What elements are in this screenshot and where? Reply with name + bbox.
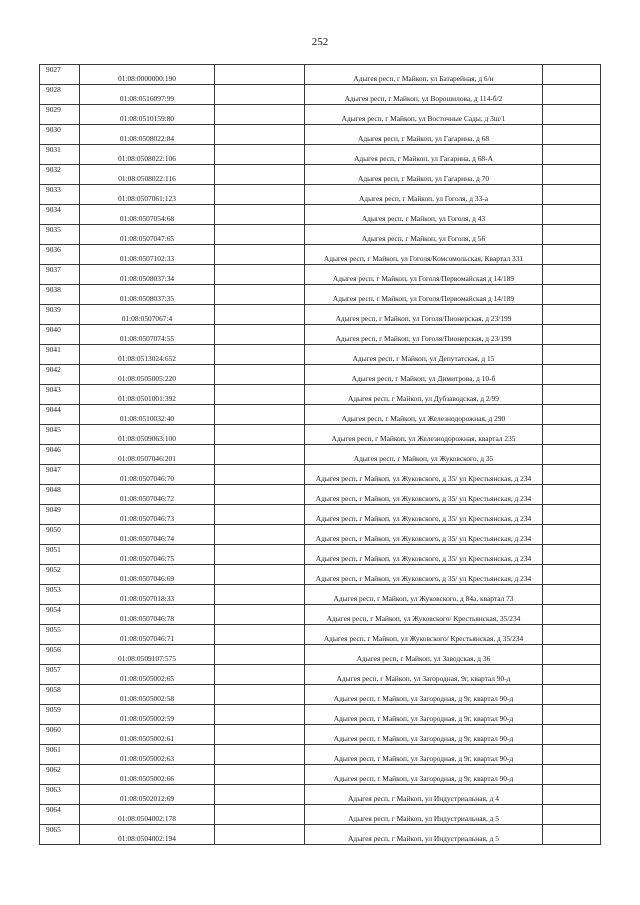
empty-cell <box>215 465 305 485</box>
cadastral-number-cell: 01:08:0501001:392 <box>80 385 215 405</box>
row-number-cell: 9042 <box>40 365 80 385</box>
cadastral-number-cell: 01:08:0507046:71 <box>80 625 215 645</box>
cadastral-number-cell: 01:08:0507047:65 <box>80 225 215 245</box>
cadastral-number-cell: 01:08:0508037:34 <box>80 265 215 285</box>
empty-cell <box>543 745 601 765</box>
cadastral-number-cell: 01:08:0507074:55 <box>80 325 215 345</box>
empty-cell <box>543 545 601 565</box>
empty-cell <box>215 305 305 325</box>
address-cell: Адыгея респ, г Майкоп, ул Железнодорожная, д 290 <box>305 405 543 425</box>
table-row <box>40 365 601 385</box>
row-number-cell: 9051 <box>40 545 80 565</box>
row-number-cell: 9062 <box>40 765 80 785</box>
cadastral-number-cell: 01:08:0504002:178 <box>80 805 215 825</box>
cadastral-number-cell: 01:08:0507054:68 <box>80 205 215 225</box>
table-row <box>40 525 601 545</box>
registry-body <box>40 65 601 845</box>
address-cell: Адыгея респ, г Майкоп, ул Индустриальная, д 4 <box>305 785 543 805</box>
empty-cell <box>543 165 601 185</box>
empty-cell <box>215 185 305 205</box>
empty-cell <box>215 425 305 445</box>
cadastral-number-cell: 01:08:0509063:100 <box>80 425 215 445</box>
cadastral-number-cell: 01:08:0516097:99 <box>80 85 215 105</box>
empty-cell <box>543 345 601 365</box>
cadastral-number-cell: 01:08:0507046:75 <box>80 545 215 565</box>
empty-cell <box>543 145 601 165</box>
address-cell: Адыгея респ, г Майкоп, ул Жуковского, д 35/ ул Крестьянская, д 234 <box>305 505 543 525</box>
empty-cell <box>543 485 601 505</box>
table-row <box>40 565 601 585</box>
empty-cell <box>543 365 601 385</box>
empty-cell <box>543 385 601 405</box>
empty-cell <box>215 805 305 825</box>
row-number-cell: 9049 <box>40 505 80 525</box>
address-cell: Адыгея респ, г Майкоп, ул Ворошилова, д 114-б/2 <box>305 85 543 105</box>
empty-cell <box>215 665 305 685</box>
address-cell: Адыгея респ, г Майкоп, ул Загородная, д 9г, квартал 90-д <box>305 745 543 765</box>
address-cell: Адыгея респ, г Майкоп, ул Жуковского, д 35/ ул Крестьянская, д 234 <box>305 485 543 505</box>
address-cell: Адыгея респ, г Майкоп, ул Гоголя/Первомайская д 14/189 <box>305 265 543 285</box>
cadastral-number-cell: 01:08:0508022:84 <box>80 125 215 145</box>
address-cell: Адыгея респ, г Майкоп, ул Димитрова, д 10-б <box>305 365 543 385</box>
empty-cell <box>215 245 305 265</box>
empty-cell <box>543 285 601 305</box>
table-row <box>40 605 601 625</box>
cadastral-number-cell: 01:08:0508022:116 <box>80 165 215 185</box>
empty-cell <box>215 105 305 125</box>
table-row <box>40 585 601 605</box>
cadastral-number-cell: 01:08:0507067:4 <box>80 305 215 325</box>
row-number-cell: 9063 <box>40 785 80 805</box>
cadastral-number-cell: 01:08:0513024:652 <box>80 345 215 365</box>
empty-cell <box>543 105 601 125</box>
cadastral-number-cell: 01:08:0505005:220 <box>80 365 215 385</box>
row-number-cell: 9031 <box>40 145 80 165</box>
row-number-cell: 9047 <box>40 465 80 485</box>
row-number-cell: 9038 <box>40 285 80 305</box>
address-cell: Адыгея респ, г Майкоп, ул Жуковского, д 35/ ул Крестьянская, д 234 <box>305 525 543 545</box>
empty-cell <box>215 285 305 305</box>
cadastral-number-cell: 01:08:0000000:190 <box>80 65 215 85</box>
row-number-cell: 9046 <box>40 445 80 465</box>
cadastral-number-cell: 01:08:0507046:70 <box>80 465 215 485</box>
empty-cell <box>215 65 305 85</box>
table-row <box>40 625 601 645</box>
empty-cell <box>215 365 305 385</box>
empty-cell <box>543 785 601 805</box>
empty-cell <box>543 185 601 205</box>
address-cell: Адыгея респ, г Майкоп, ул Жуковского, д 35/ ул Крестьянская, д 234 <box>305 465 543 485</box>
address-cell: Адыгея респ, г Майкоп, ул Жуковского/ Крестьянская, 35/234 <box>305 605 543 625</box>
table-row <box>40 645 601 665</box>
empty-cell <box>215 585 305 605</box>
row-number-cell: 9027 <box>40 65 80 85</box>
empty-cell <box>543 405 601 425</box>
row-number-cell: 9028 <box>40 85 80 105</box>
cadastral-number-cell: 01:08:0505002:65 <box>80 665 215 685</box>
address-cell: Адыгея респ, г Майкоп, ул Загородная, д 9г, квартал 90-д <box>305 705 543 725</box>
row-number-cell: 9055 <box>40 625 80 645</box>
address-cell: Адыгея респ, г Майкоп, ул Индустриальная, д 5 <box>305 805 543 825</box>
empty-cell <box>215 345 305 365</box>
cadastral-number-cell: 01:08:0505002:59 <box>80 705 215 725</box>
row-number-cell: 9061 <box>40 745 80 765</box>
table-row <box>40 185 601 205</box>
address-cell: Адыгея респ, г Майкоп, ул Гагарина, д 68 <box>305 125 543 145</box>
address-cell: Адыгея респ, г Майкоп, ул Жуковского, д 35/ ул Крестьянская, д 234 <box>305 545 543 565</box>
empty-cell <box>215 525 305 545</box>
table-row <box>40 385 601 405</box>
empty-cell <box>215 485 305 505</box>
row-number-cell: 9037 <box>40 265 80 285</box>
empty-cell <box>215 785 305 805</box>
empty-cell <box>543 265 601 285</box>
table-row <box>40 125 601 145</box>
address-cell: Адыгея респ, г Майкоп, ул Гоголя, д 43 <box>305 205 543 225</box>
table-row <box>40 825 601 845</box>
cadastral-number-cell: 01:08:0510032:40 <box>80 405 215 425</box>
row-number-cell: 9033 <box>40 185 80 205</box>
address-cell: Адыгея респ, г Майкоп, ул Гоголя/Пионерская, д 23/199 <box>305 305 543 325</box>
table-row <box>40 805 601 825</box>
row-number-cell: 9043 <box>40 385 80 405</box>
empty-cell <box>543 665 601 685</box>
empty-cell <box>215 225 305 245</box>
empty-cell <box>543 205 601 225</box>
empty-cell <box>543 805 601 825</box>
empty-cell <box>215 445 305 465</box>
row-number-cell: 9053 <box>40 585 80 605</box>
empty-cell <box>215 325 305 345</box>
address-cell: Адыгея респ, г Майкоп, ул Загородная, д 9г, квартал 90-д <box>305 725 543 745</box>
address-cell: Адыгея респ, г Майкоп, ул Батарейная, д 6/н <box>305 65 543 85</box>
cadastral-number-cell: 01:08:0504002:194 <box>80 825 215 845</box>
row-number-cell: 9048 <box>40 485 80 505</box>
address-cell: Адыгея респ, г Майкоп, ул Гоголя, д 56 <box>305 225 543 245</box>
row-number-cell: 9029 <box>40 105 80 125</box>
empty-cell <box>215 145 305 165</box>
empty-cell <box>543 525 601 545</box>
address-cell: Адыгея респ, г Майкоп, ул Восточные Сады, д 3ш/1 <box>305 105 543 125</box>
cadastral-number-cell: 01:08:0510159:80 <box>80 105 215 125</box>
empty-cell <box>543 585 601 605</box>
table-row <box>40 465 601 485</box>
cadastral-number-cell: 01:08:0507046:73 <box>80 505 215 525</box>
address-cell: Адыгея респ, г Майкоп, ул Железнодорожная, квартал 235 <box>305 425 543 445</box>
table-row <box>40 405 601 425</box>
cadastral-number-cell: 01:08:0507046:69 <box>80 565 215 585</box>
address-cell: Адыгея респ, г Майкоп, ул Гоголя, д 33-а <box>305 185 543 205</box>
cadastral-number-cell: 01:08:0505002:66 <box>80 765 215 785</box>
row-number-cell: 9052 <box>40 565 80 585</box>
table-row <box>40 745 601 765</box>
empty-cell <box>215 545 305 565</box>
table-row <box>40 225 601 245</box>
address-cell: Адыгея респ, г Майкоп, ул Гоголя/Пионерская, д 23/199 <box>305 325 543 345</box>
table-row <box>40 345 601 365</box>
empty-cell <box>215 685 305 705</box>
table-row <box>40 245 601 265</box>
row-number-cell: 9044 <box>40 405 80 425</box>
address-cell: Адыгея респ, г Майкоп, ул Жуковского, д 35 <box>305 445 543 465</box>
registry-table <box>39 64 601 845</box>
cadastral-number-cell: 01:08:0502012:69 <box>80 785 215 805</box>
table-row <box>40 165 601 185</box>
empty-cell <box>543 505 601 525</box>
empty-cell <box>215 645 305 665</box>
empty-cell <box>543 325 601 345</box>
row-number-cell: 9034 <box>40 205 80 225</box>
cadastral-number-cell: 01:08:0505002:58 <box>80 685 215 705</box>
row-number-cell: 9059 <box>40 705 80 725</box>
table-row <box>40 105 601 125</box>
row-number-cell: 9040 <box>40 325 80 345</box>
row-number-cell: 9065 <box>40 825 80 845</box>
table-row <box>40 65 601 85</box>
cadastral-number-cell: 01:08:0507061:123 <box>80 185 215 205</box>
empty-cell <box>215 405 305 425</box>
empty-cell <box>543 445 601 465</box>
table-row <box>40 485 601 505</box>
page-number: 252 <box>311 36 329 48</box>
row-number-cell: 9032 <box>40 165 80 185</box>
empty-cell <box>215 125 305 145</box>
table-row <box>40 685 601 705</box>
table-row <box>40 545 601 565</box>
table-row <box>40 265 601 285</box>
row-number-cell: 9056 <box>40 645 80 665</box>
empty-cell <box>215 505 305 525</box>
table-row <box>40 145 601 165</box>
address-cell: Адыгея респ, г Майкоп, ул Заводская, д 36 <box>305 645 543 665</box>
row-number-cell: 9045 <box>40 425 80 445</box>
cadastral-number-cell: 01:08:0507102:33 <box>80 245 215 265</box>
cadastral-number-cell: 01:08:0507046:201 <box>80 445 215 465</box>
table-row <box>40 305 601 325</box>
cadastral-number-cell: 01:08:0507046:72 <box>80 485 215 505</box>
address-cell: Адыгея респ, г Майкоп, ул Жуковского, д 84а, квартал 73 <box>305 585 543 605</box>
empty-cell <box>543 245 601 265</box>
empty-cell <box>543 565 601 585</box>
row-number-cell: 9060 <box>40 725 80 745</box>
table-row <box>40 205 601 225</box>
empty-cell <box>543 705 601 725</box>
table-row <box>40 425 601 445</box>
table-row <box>40 325 601 345</box>
empty-cell <box>215 725 305 745</box>
cadastral-number-cell: 01:08:0507046:78 <box>80 605 215 625</box>
empty-cell <box>543 765 601 785</box>
table-row <box>40 705 601 725</box>
empty-cell <box>543 225 601 245</box>
address-cell: Адыгея респ, г Майкоп, ул Жуковского/ Крестьянская, д 35/234 <box>305 625 543 645</box>
empty-cell <box>543 425 601 445</box>
table-row <box>40 85 601 105</box>
address-cell: Адыгея респ, г Майкоп, ул Загородная, д 9г, квартал 90-д <box>305 765 543 785</box>
row-number-cell: 9064 <box>40 805 80 825</box>
row-number-cell: 9057 <box>40 665 80 685</box>
empty-cell <box>215 565 305 585</box>
cadastral-number-cell: 01:08:0508037:35 <box>80 285 215 305</box>
empty-cell <box>543 625 601 645</box>
cadastral-number-cell: 01:08:0508022:106 <box>80 145 215 165</box>
cadastral-number-cell: 01:08:0507046:74 <box>80 525 215 545</box>
empty-cell <box>543 65 601 85</box>
row-number-cell: 9035 <box>40 225 80 245</box>
table-row <box>40 445 601 465</box>
row-number-cell: 9039 <box>40 305 80 325</box>
empty-cell <box>215 825 305 845</box>
empty-cell <box>543 305 601 325</box>
cadastral-number-cell: 01:08:0505002:63 <box>80 745 215 765</box>
address-cell: Адыгея респ, г Майкоп, ул Гагарина, д 68-А <box>305 145 543 165</box>
table-row <box>40 285 601 305</box>
row-number-cell: 9054 <box>40 605 80 625</box>
address-cell: Адыгея респ, г Майкоп, ул Дубзаводская, д 2/99 <box>305 385 543 405</box>
cadastral-number-cell: 01:08:0505002:61 <box>80 725 215 745</box>
row-number-cell: 9050 <box>40 525 80 545</box>
empty-cell <box>543 605 601 625</box>
empty-cell <box>215 385 305 405</box>
table-row <box>40 505 601 525</box>
empty-cell <box>215 625 305 645</box>
address-cell: Адыгея респ, г Майкоп, ул Гоголя/Комсомольская, Квартал 331 <box>305 245 543 265</box>
table-row <box>40 785 601 805</box>
address-cell: Адыгея респ, г Майкоп, ул Гагарина, д 70 <box>305 165 543 185</box>
empty-cell <box>215 765 305 785</box>
empty-cell <box>543 645 601 665</box>
empty-cell <box>215 165 305 185</box>
cadastral-number-cell: 01:08:0509107:575 <box>80 645 215 665</box>
table-row <box>40 665 601 685</box>
address-cell: Адыгея респ, г Майкоп, ул Индустриальная, д 5 <box>305 825 543 845</box>
row-number-cell: 9036 <box>40 245 80 265</box>
empty-cell <box>215 205 305 225</box>
address-cell: Адыгея респ, г Майкоп, ул Жуковского, д 35/ ул Крестьянская, д 234 <box>305 565 543 585</box>
empty-cell <box>543 725 601 745</box>
address-cell: Адыгея респ, г Майкоп, ул Гоголя/Первомайская д 14/189 <box>305 285 543 305</box>
empty-cell <box>215 745 305 765</box>
empty-cell <box>543 685 601 705</box>
empty-cell <box>543 125 601 145</box>
row-number-cell: 9058 <box>40 685 80 705</box>
empty-cell <box>543 465 601 485</box>
address-cell: Адыгея респ, г Майкоп, ул Загородная, д 9г, квартал 90-д <box>305 685 543 705</box>
cadastral-number-cell: 01:08:0507018:33 <box>80 585 215 605</box>
address-cell: Адыгея респ, г Майкоп, ул Загородная, 9г, квартал 90-д <box>305 665 543 685</box>
empty-cell <box>215 605 305 625</box>
address-cell: Адыгея респ, г Майкоп, ул Депутатская, д 15 <box>305 345 543 365</box>
empty-cell <box>543 825 601 845</box>
table-row <box>40 725 601 745</box>
empty-cell <box>215 85 305 105</box>
empty-cell <box>215 705 305 725</box>
empty-cell <box>215 265 305 285</box>
empty-cell <box>543 85 601 105</box>
row-number-cell: 9041 <box>40 345 80 365</box>
table-row <box>40 765 601 785</box>
row-number-cell: 9030 <box>40 125 80 145</box>
